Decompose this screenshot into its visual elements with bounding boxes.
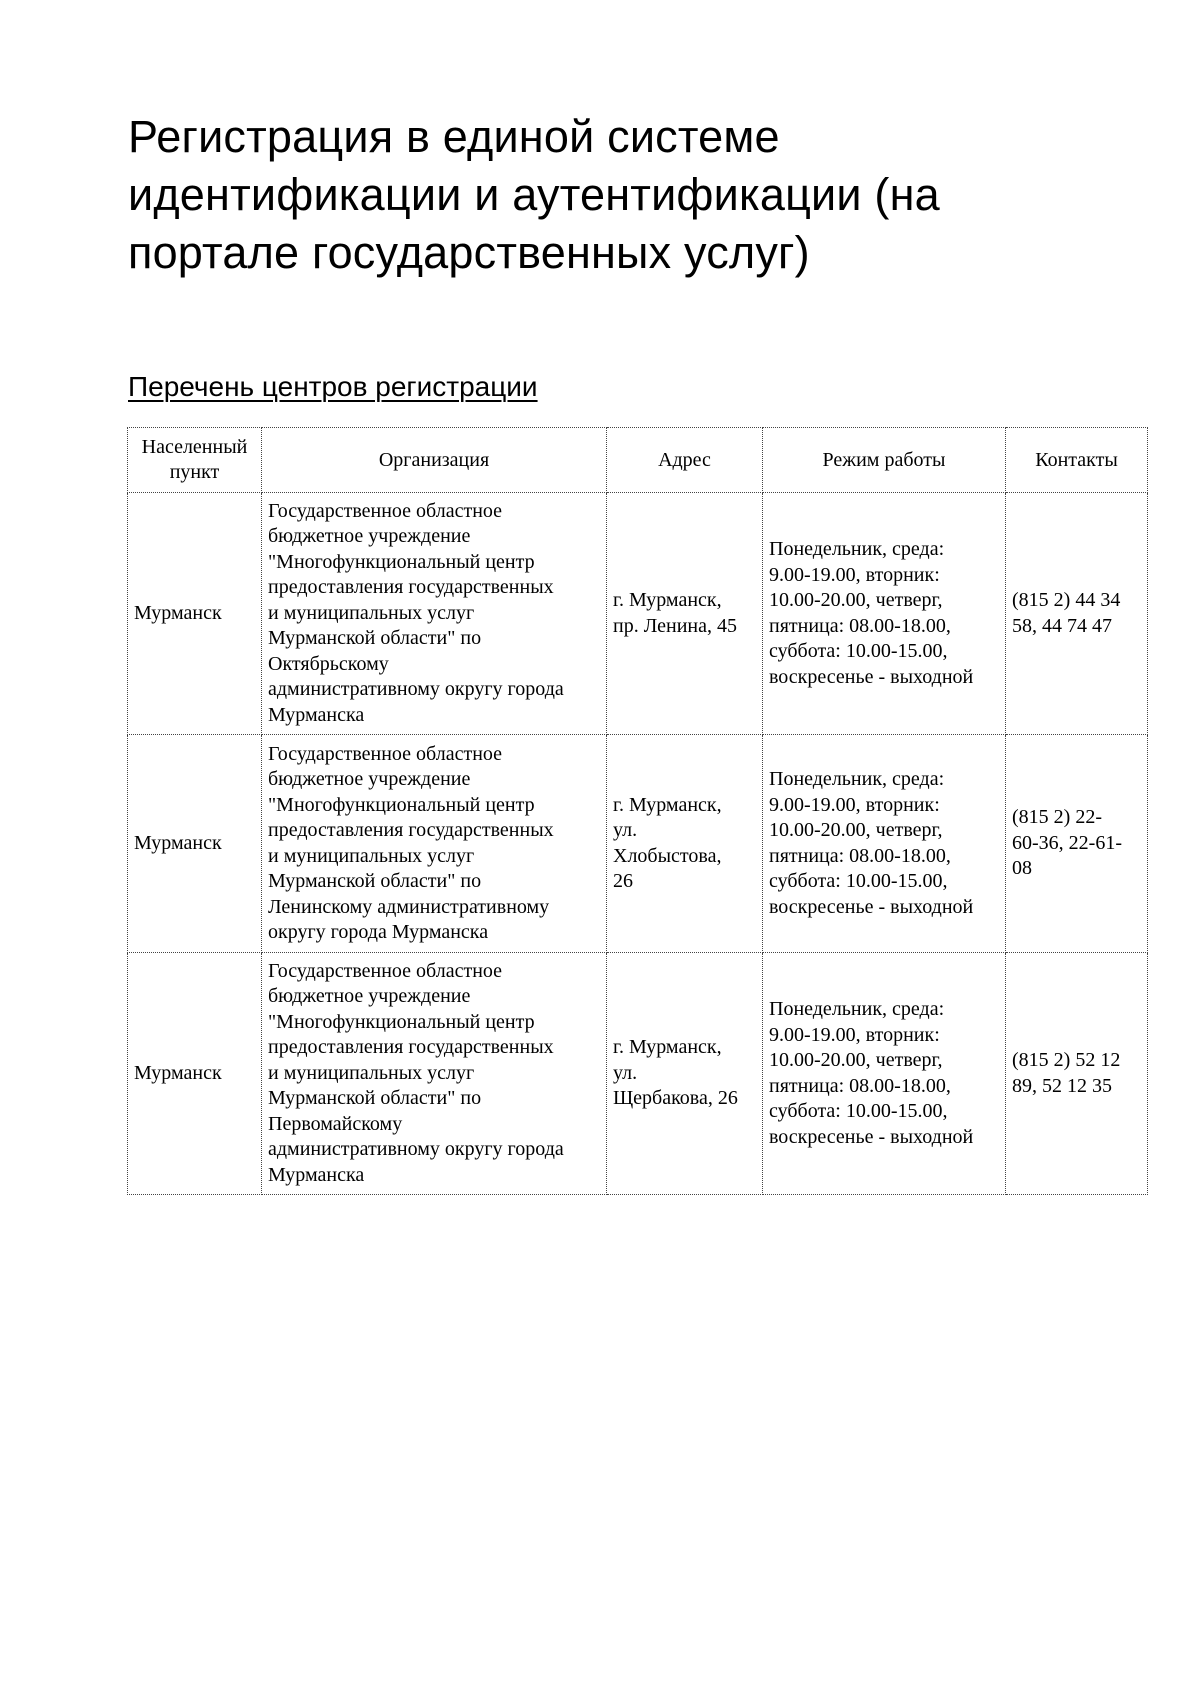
table-row <box>128 953 1148 1195</box>
cell-organization: Государственное областное бюджетное учреждение "Многофункциональный центр предоставления государственных и муниципальных услуг Мурманской области" по Октябрьскому административному округу города Мурманска <box>262 493 607 735</box>
cell-schedule: Понедельник, среда: 9.00-19.00, вторник: 10.00-20.00, четверг, пятница: 08.00-18.00, суббота: 10.00-15.00, воскресенье - выходной <box>763 953 1006 1195</box>
cell-schedule: Понедельник, среда: 9.00-19.00, вторник: 10.00-20.00, четверг, пятница: 08.00-18.00, суббота: 10.00-15.00, воскресенье - выходной <box>763 493 1006 735</box>
section-heading: Перечень центров регистрации <box>128 371 538 402</box>
table-header-row <box>128 428 1148 493</box>
cell-locality: Мурманск <box>128 493 262 735</box>
registration-centers-table <box>127 427 1148 1195</box>
column-header-address: Адрес <box>607 428 763 493</box>
cell-contacts: (815 2) 44 34 58, 44 74 47 <box>1006 493 1148 735</box>
cell-organization: Государственное областное бюджетное учреждение "Многофункциональный центр предоставления государственных и муниципальных услуг Мурманской области" по Первомайскому административному округу города Мурманска <box>262 953 607 1195</box>
cell-address: г. Мурманск, ул. Хлобыстова, 26 <box>607 735 763 953</box>
table-row <box>128 735 1148 953</box>
cell-locality: Мурманск <box>128 735 262 953</box>
column-header-locality: Населенный пункт <box>128 428 262 493</box>
cell-schedule: Понедельник, среда: 9.00-19.00, вторник: 10.00-20.00, четверг, пятница: 08.00-18.00, суббота: 10.00-15.00, воскресенье - выходной <box>763 735 1006 953</box>
cell-address: г. Мурманск, пр. Ленина, 45 <box>607 493 763 735</box>
cell-address: г. Мурманск, ул. Щербакова, 26 <box>607 953 763 1195</box>
cell-contacts: (815 2) 52 12 89, 52 12 35 <box>1006 953 1148 1195</box>
column-header-contacts: Контакты <box>1006 428 1148 493</box>
cell-organization: Государственное областное бюджетное учреждение "Многофункциональный центр предоставления государственных и муниципальных услуг Мурманской области" по Ленинскому административному округу города Мурманска <box>262 735 607 953</box>
column-header-schedule: Режим работы <box>763 428 1006 493</box>
document-title: Регистрация в единой системе идентификации и аутентификации (на портале государственных услуг) <box>128 111 940 278</box>
column-header-organization: Организация <box>262 428 607 493</box>
cell-locality: Мурманск <box>128 953 262 1195</box>
table-row <box>128 493 1148 735</box>
cell-contacts: (815 2) 22- 60-36, 22-61- 08 <box>1006 735 1148 953</box>
